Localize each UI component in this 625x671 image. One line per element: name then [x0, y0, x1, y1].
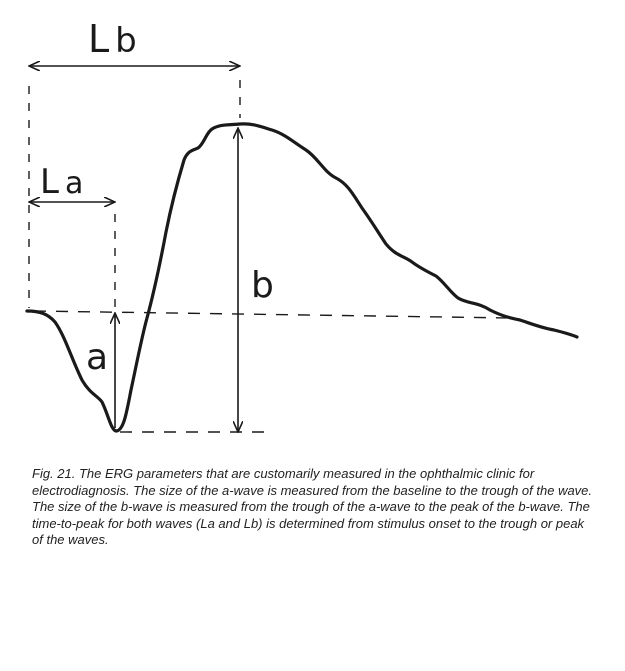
lb-label: [88, 17, 137, 61]
lb-measurement: [29, 17, 240, 66]
erg-waveform: [27, 124, 577, 431]
b-measurement: [238, 128, 274, 432]
a-measurement: [86, 313, 115, 428]
b-label: [251, 265, 274, 306]
b-label-text: b: [251, 265, 274, 306]
lb-label-text: L: [88, 17, 110, 61]
la-label-text-subscript: a: [64, 166, 84, 201]
baseline-dashed: [34, 311, 512, 318]
la-label-text: L: [40, 162, 59, 202]
a-label: [86, 337, 108, 378]
la-measurement: [29, 162, 115, 202]
figure-caption: Fig. 21. The ERG parameters that are customarily measured in the ophthalmic clinic for electrodiagnosis. The size of the a-wave is measured from the baseline to the trough of the wave. The size of the b-wave is measured from the trough of the a-wave to the peak of the b-wave. The time-to-peak for both waves (La and Lb) is determined from stimulus onset to the trough or peak of the waves.: [32, 466, 593, 547]
a-label-text: a: [86, 337, 109, 378]
caption-panel: [20, 456, 605, 574]
la-label: [40, 162, 83, 202]
lb-label-text-subscript: b: [115, 21, 137, 61]
